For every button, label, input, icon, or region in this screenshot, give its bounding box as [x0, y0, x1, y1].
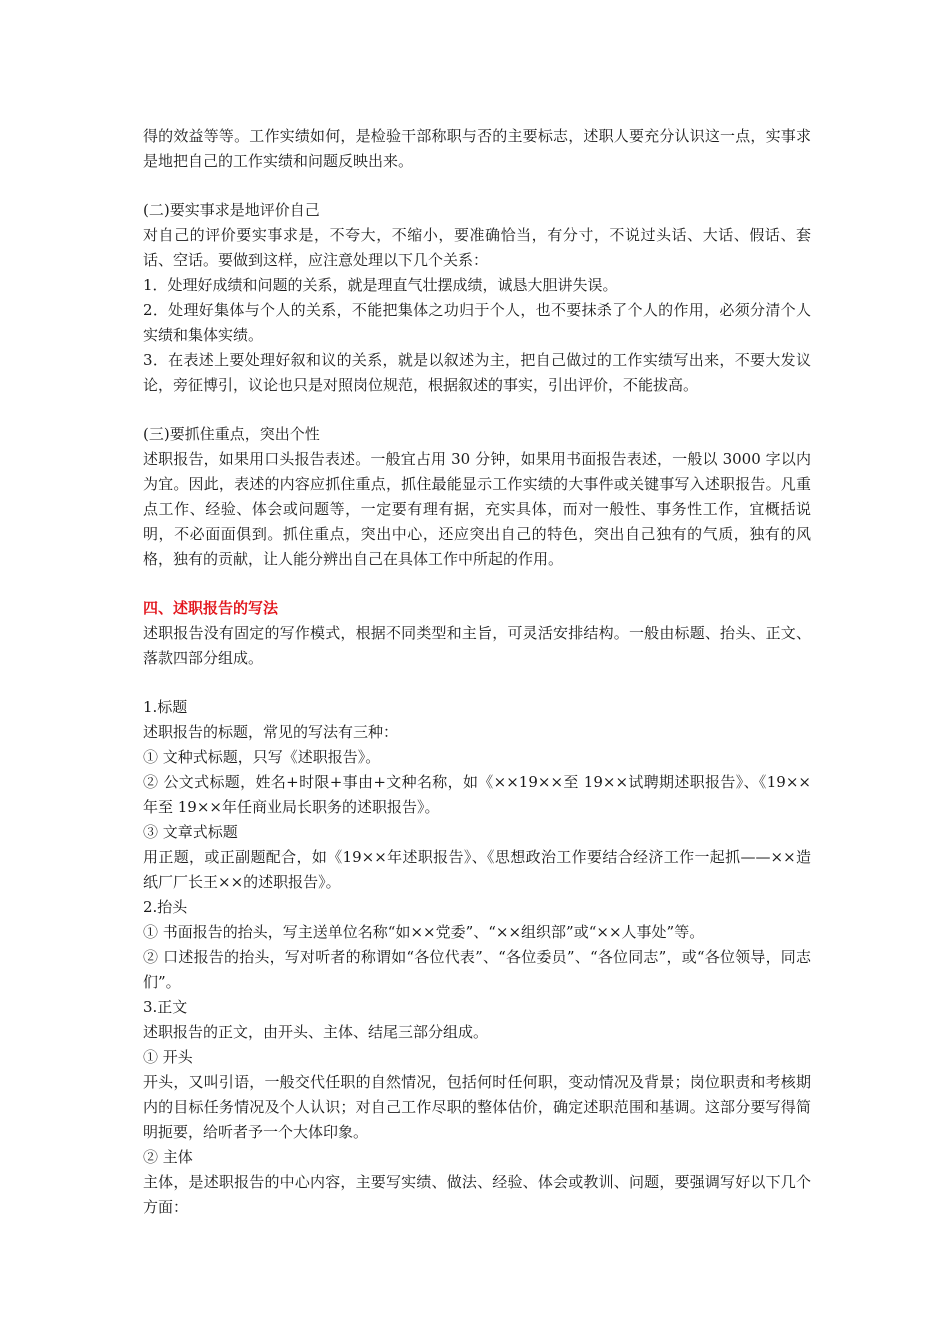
section-subtitle: (二)要实事求是地评价自己: [143, 201, 320, 219]
paragraph: 对自己的评价要实事求是，不夸大，不缩小，要准确恰当，有分寸，不说过头话、大话、假话、套话、空话。要做到这样，应注意处理以下几个关系：: [143, 226, 811, 269]
subsection-title: 2.抬头: [143, 898, 188, 916]
paragraph: 述职报告的标题，常见的写法有三种：: [143, 723, 399, 741]
section-heading: 四、述职报告的写法: [143, 599, 279, 617]
list-item: ③ 文章式标题: [143, 823, 238, 841]
section-subtitle: (三)要抓住重点，突出个性: [143, 425, 320, 443]
paragraph: 述职报告的正文，由开头、主体、结尾三部分组成。: [143, 1023, 489, 1041]
blank-line: [143, 572, 811, 596]
list-item: ② 主体: [143, 1148, 193, 1166]
list-item: ② 口述报告的抬头，写对听者的称谓如“各位代表”、“各位委员”、“各位同志”，或“各位领导，同志们”。: [143, 948, 811, 991]
paragraph: 开头，又叫引语，一般交代任职的自然情况，包括何时任何职，变动情况及背景；岗位职责和考核期内的目标任务情况及个人认识；对自己工作尽职的整体估价，确定述职范围和基调。这部分要写得简明扼要，给听者予一个大体印象。: [143, 1073, 811, 1141]
document-body: [143, 124, 811, 1220]
blank-line: [143, 174, 811, 198]
list-item: ② 公文式标题，姓名+时限+事由+文种名称，如《××19××至 19××试聘期述职报告》、《19××年至 19××年任商业局长职务的述职报告》。: [143, 773, 811, 816]
list-item: 2．处理好集体与个人的关系，不能把集体之功归于个人，也不要抹杀了个人的作用，必须分清个人实绩和集体实绩。: [143, 301, 811, 344]
blank-line: [143, 671, 811, 695]
list-item: 3．在表述上要处理好叙和议的关系，就是以叙述为主，把自己做过的工作实绩写出来，不要大发议论，旁征博引，议论也只是对照岗位规范，根据叙述的事实，引出评价，不能拔高。: [143, 351, 811, 394]
list-item: 1．处理好成绩和问题的关系，就是理直气壮摆成绩，诚恳大胆讲失误。: [143, 276, 618, 294]
paragraph: 述职报告没有固定的写作模式，根据不同类型和主旨，可灵活安排结构。一般由标题、抬头、正文、落款四部分组成。: [143, 624, 811, 667]
list-item: ① 开头: [143, 1048, 193, 1066]
subsection-title: 3.正文: [143, 998, 188, 1016]
paragraph: 主体，是述职报告的中心内容，主要写实绩、做法、经验、体会或教训、问题，要强调写好以下几个方面：: [143, 1173, 811, 1216]
paragraph: 述职报告，如果用口头报告表述。一般宜占用 30 分钟，如果用书面报告表述，一般以 3000 字以内为宜。因此，表述的内容应抓住重点，抓住最能显示工作实绩的大事件或关键事写入述职报告。凡重点工作、经验、体会或问题等，一定要有理有据，充实具体，而对一般性、事务性工作，宜概括说明，不必面面俱到。抓住重点，突出中心，还应突出自己的特色，突出自己独有的气质，独有的风格，独有的贡献，让人能分辨出自己在具体工作中所起的作用。: [143, 450, 811, 568]
paragraph: 得的效益等等。工作实绩如何，是检验干部称职与否的主要标志，述职人要充分认识这一点，实事求是地把自己的工作实绩和问题反映出来。: [143, 127, 811, 170]
list-item: ① 文种式标题，只写《述职报告》。: [143, 748, 381, 766]
blank-line: [143, 398, 811, 422]
subsection-title: 1.标题: [143, 698, 188, 716]
paragraph: 用正题，或正副题配合，如《19××年述职报告》、《思想政治工作要结合经济工作一起抓——××造纸厂厂长王××的述职报告》。: [143, 848, 811, 891]
list-item: ① 书面报告的抬头，写主送单位名称“如××党委”、“××组织部”或“××人事处”等。: [143, 923, 705, 941]
